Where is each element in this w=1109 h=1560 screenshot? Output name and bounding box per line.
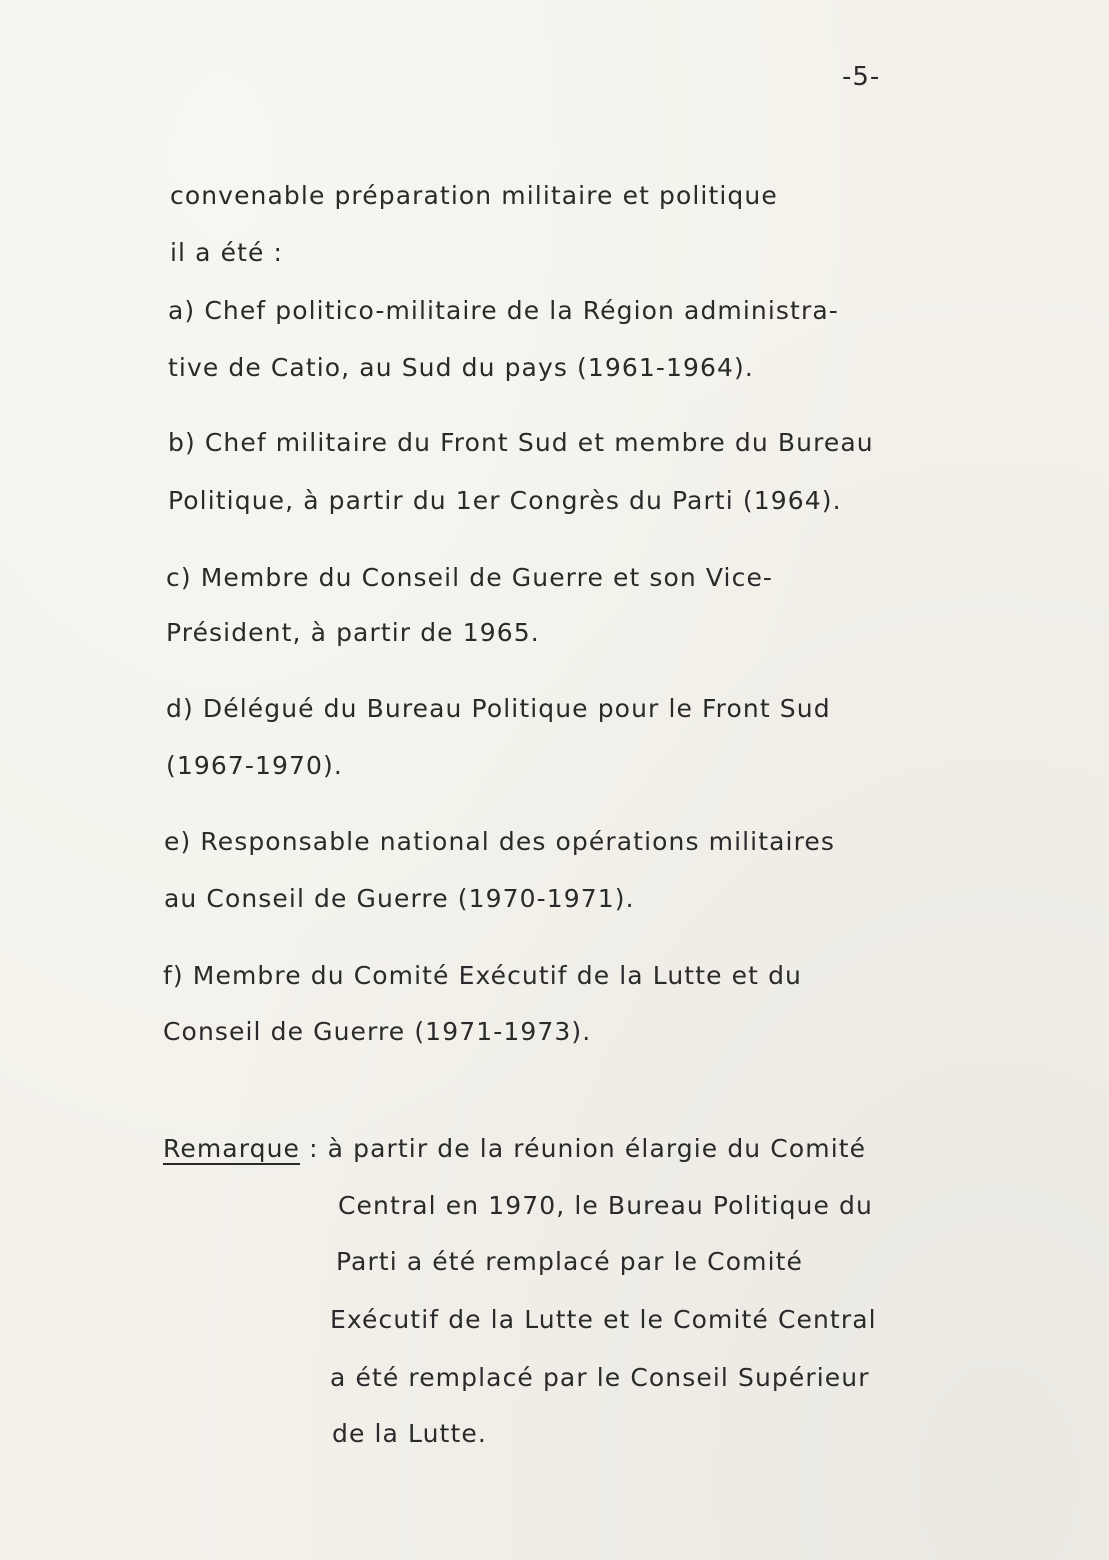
list-item-f-line-2: Conseil de Guerre (1971-1973).: [163, 1017, 592, 1046]
list-item-d-line-2: (1967-1970).: [166, 751, 343, 780]
remark-line: de la Lutte.: [332, 1419, 487, 1448]
list-item-a-line-2: tive de Catio, au Sud du pays (1961-1964).: [168, 353, 754, 382]
list-item-b-line-1: b) Chef militaire du Front Sud et membre du Bureau: [168, 428, 874, 457]
list-item-a-line-1: a) Chef politico-militaire de la Région administra-: [168, 296, 839, 325]
list-item-e-line-1: e) Responsable national des opérations militaires: [164, 827, 836, 856]
remark-first-line: : à partir de la réunion élargie du Comité: [300, 1134, 867, 1163]
list-item-f-line-1: f) Membre du Comité Exécutif de la Lutte et du: [163, 961, 802, 990]
list-item-d-line-1: d) Délégué du Bureau Politique pour le Front Sud: [166, 694, 831, 723]
remark-line: Central en 1970, le Bureau Politique du: [338, 1191, 873, 1220]
intro-line: convenable préparation militaire et politique: [170, 181, 778, 210]
remark-heading-line: [163, 1133, 866, 1165]
remark-line: a été remplacé par le Conseil Supérieur: [330, 1363, 870, 1392]
remark-line: Parti a été remplacé par le Comité: [336, 1247, 804, 1276]
page-number: -5-: [842, 62, 881, 92]
intro-line: il a été :: [170, 238, 284, 267]
remark-label: Remarque: [163, 1134, 301, 1163]
list-item-c-line-2: Président, à partir de 1965.: [166, 618, 540, 647]
list-item-c-line-1: c) Membre du Conseil de Guerre et son Vice-: [166, 563, 774, 592]
list-item-e-line-2: au Conseil de Guerre (1970-1971).: [164, 884, 635, 913]
remark-line: Exécutif de la Lutte et le Comité Central: [330, 1305, 877, 1334]
list-item-b-line-2: Politique, à partir du 1er Congrès du Parti (1964).: [168, 486, 842, 515]
